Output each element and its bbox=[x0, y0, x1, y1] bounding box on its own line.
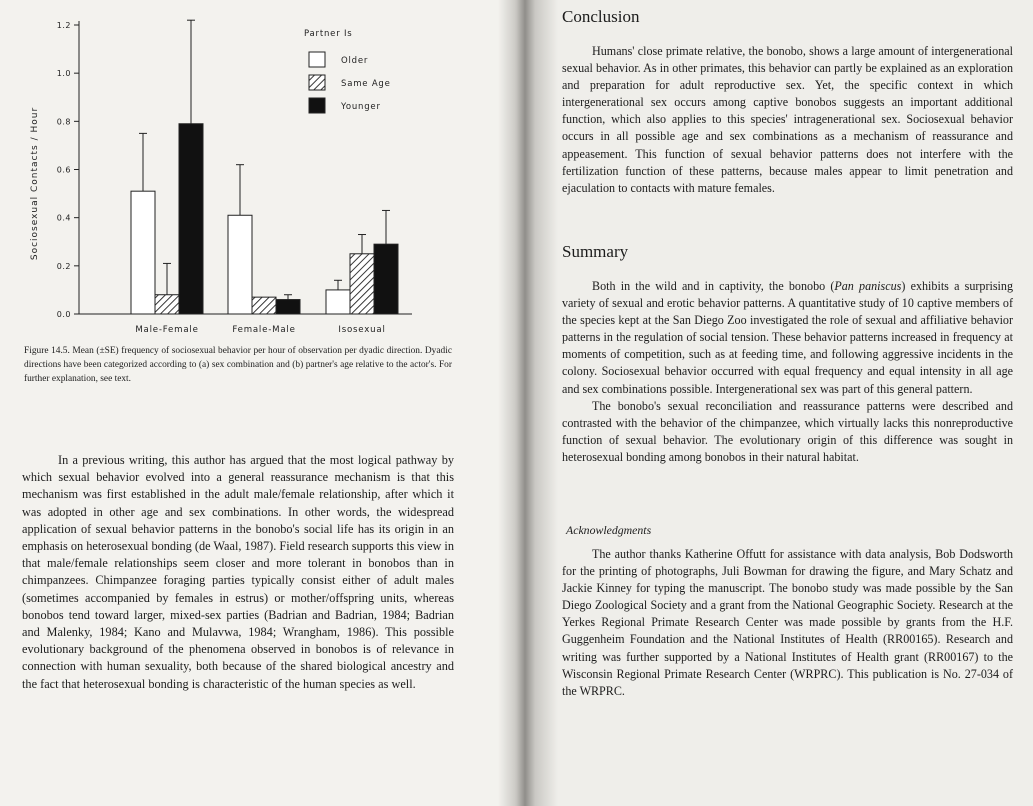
y-tick-label: 0.2 bbox=[56, 261, 71, 271]
y-axis-label: Sociosexual Contacts / Hour bbox=[30, 106, 40, 261]
category-label: Female-Male bbox=[232, 325, 296, 335]
figure-14-5 bbox=[0, 0, 470, 340]
acknowledgments-heading: Acknowledgments bbox=[566, 523, 652, 537]
y-tick-label: 0.6 bbox=[56, 165, 71, 175]
legend-swatch bbox=[309, 98, 325, 113]
category-label: Male-Female bbox=[135, 325, 199, 335]
legend-label: Older bbox=[341, 56, 369, 66]
y-tick-label: 0.8 bbox=[56, 117, 71, 127]
left-body-paragraph: In a previous writing, this author has argued that the most logical pathway by which sexual behavior evolved into a general reassurance mechanism is that this mechanism was first established in the adult male/female relationship, after which it was adopted in other age and sex combinations. In other words, the widespread application of sexual behavior patterns in the bonobo's social life has its origin in an emphasis on heterosexual bonding (de Waal, 1987). Field research supports this view in that male/female relationships seem closer and more tolerant in bonobos than in chimpanzees. Chimpanzee foraging parties typically consist either of adult males (sometimes accompanied by females in estrus) or mother/offspring units, whereas bonobos tend toward larger, mixed-sex parties (Badrian and Badrian, 1984; Badrian and Malenky, 1984; Kano and Mulavwa, 1984; Wrangham, 1986). This possible evolutionary background of the phenomena observed in bonobos is of relevance in connection with human sexuality, both because of the shared biological ancestry and the fact that heterosexual bonding is characteristic of the human species as well. bbox=[22, 453, 454, 691]
legend-label: Younger bbox=[341, 102, 381, 112]
legend-title: Partner Is bbox=[304, 29, 353, 39]
legend-swatch bbox=[309, 75, 325, 90]
legend-swatch bbox=[309, 52, 325, 67]
y-tick-label: 0.4 bbox=[56, 213, 71, 223]
summary-paragraph-2: The bonobo's sexual reconciliation and reassurance patterns were described and contrasted with the behavior of the chimpanzee, which virtually lacks this nonreproductive function of sexual behavior. The evolutionary origin of this difference was sought in heterosexual bonding among bonobos in their natural habitat. bbox=[562, 398, 1013, 464]
conclusion-paragraph: Humans' close primate relative, the bonobo, shows a large amount of intergenerational sexual behavior. As in other primates, this behavior can partly be explained as an exploration and preparation for adult reproductive sex. Yet, the specific context in which intergenerational sex occurs among captive bonobos suggests an important additional function, which also applies to this species' intragenerational sex. Sociosexual behavior occurs in all possible age and sex combinations as a mechanism of reassurance and appeasement. This function of sexual behavior patterns does not interfere with the fertilization function of these patterns, because males appear to limit penetration and ejaculation to contacts with mature females. bbox=[562, 44, 1013, 195]
conclusion-section bbox=[562, 43, 1013, 197]
summary-p1-start: Both in the wild and in captivity, the bonobo ( bbox=[592, 279, 835, 293]
summary-section bbox=[562, 278, 1013, 466]
bar-younger bbox=[374, 244, 398, 314]
conclusion-heading: Conclusion bbox=[562, 7, 640, 26]
bar-same-age bbox=[155, 295, 179, 314]
y-tick-label: 1.0 bbox=[56, 69, 71, 79]
bar-older bbox=[326, 290, 350, 314]
category-label: Isosexual bbox=[338, 325, 386, 335]
species-name: Pan paniscus bbox=[834, 279, 902, 293]
acknowledgments-paragraph: The author thanks Katherine Offutt for assistance with data analysis, Bob Dodsworth for the printing of photographs, Juli Bowman for drawing the figure, and Mary Schatz and Jackie Kinney for typing the manuscript. The bonobo study was made possible by the San Diego Zoological Society and a grant from the National Geographic Society. Research at the Yerkes Regional Primate Research Center was made possible by grants from the H.F. Guggenheim Foundation and the National Institutes of Health (RR00165). Research and writing was further supported by a National Institutes of Health grant (RR00167) to the Wisconsin Regional Primate Research Center (WRPRC). This publication is No. 27-034 of the WRPRC. bbox=[562, 547, 1013, 698]
bar-younger bbox=[179, 124, 203, 314]
figure-caption: Figure 14.5. Mean (±SE) frequency of sociosexual behavior per hour of observation per dyadic direction. Dyadic directions have been categorized according to (a) sex combination and (b) partner's age relative to the actor's. For further explanation, see text. bbox=[24, 346, 452, 384]
acknowledgments-section bbox=[562, 546, 1013, 700]
bar-same-age bbox=[350, 254, 374, 314]
summary-heading: Summary bbox=[562, 242, 629, 261]
bar-younger bbox=[276, 300, 300, 314]
bar-older bbox=[131, 191, 155, 314]
summary-paragraph-1 bbox=[562, 278, 1013, 398]
y-tick-label: 0.0 bbox=[56, 310, 71, 319]
y-tick-label: 1.2 bbox=[56, 21, 71, 30]
bar-same-age bbox=[252, 297, 276, 314]
legend-label: Same Age bbox=[341, 79, 391, 89]
book-gutter-shadow bbox=[498, 0, 558, 806]
bar-older bbox=[228, 215, 252, 314]
left-page bbox=[0, 0, 515, 806]
summary-p1-end: ) exhibits a surprising variety of sexual and erotic behavior patterns. A quantitative study of 10 captive members of the species kept at the San Diego Zoo investigated the role of sexual and affiliative behavior patterns in the regulation of social tension. These behavior patterns increased in frequency at moments of competition, such as at feeding time, and following aggressive incidents in the colony. Sociosexual behavior occurred with equal frequency and equal intensity in all age and sex combinations possible. Intergenerational sex was part of this general pattern. bbox=[562, 279, 1013, 396]
bar-chart bbox=[0, 0, 470, 340]
